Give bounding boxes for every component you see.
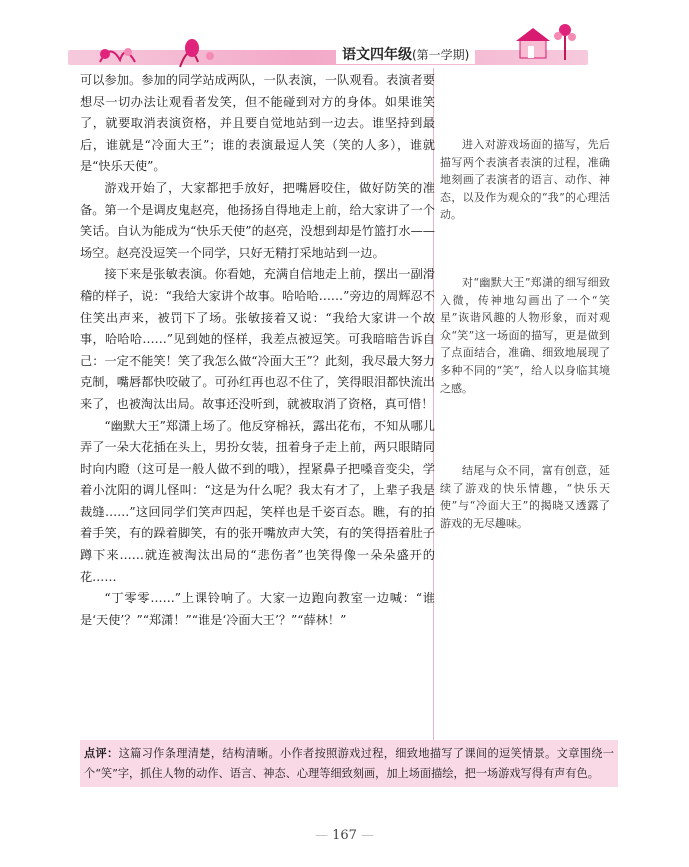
side-note-text: 结尾与众不同，富有创意，延续了游戏的快乐情趣，“快乐天使”与“冷面大王”的揭晓又透露了游戏的无尽趣味。 (440, 464, 610, 530)
side-note (440, 274, 610, 397)
side-note-text: 进入对游戏场面的描写，先后描写两个表演者表演的过程，准确地刻画了表演者的语言、动作、神态，以及作为观众的“我”的心理活动。 (440, 138, 610, 222)
side-note (440, 462, 610, 532)
side-note (440, 136, 610, 224)
flower-decoration-icon (80, 32, 230, 72)
comment-label: 点评： (84, 746, 119, 760)
page-number: — 167 — (314, 828, 375, 843)
house-decoration-icon (500, 20, 590, 65)
paragraph: 接下来是张敏表演。你看她，充满自信地走上前，摆出一副滑稽的样子，说：“我给大家讲个故事。哈哈哈……”旁边的周辉忍不住笑出声来，被罚下了场。张敏接着又说：“我给大家讲一个故事，哈哈哈……”见到她的怪样，我差点被逗笑。可我暗暗告诉自己：一定不能笑！笑了我怎么做“冷面大王”？此刻，我尽最大努力克制，嘴唇都快咬破了。可孙红再也忍不住了，笑得眼泪都快流出来了，也被淘汰出局。故事还没听到，就被取消了资格，真可惜！ (80, 267, 435, 411)
page-number-value: 167 (332, 828, 357, 843)
paragraph: “幽默大王”郑潇上场了。他反穿棉袄，露出花布，不知从哪儿弄了一朵大花插在头上，男扮女装，扭着身子走上前，两只眼睛同时向内瞪（这可是一般人做不到的哦），捏紧鼻子把嗓音变尖，学着小沈阳的调儿怪叫：“这是为什么呢？我太有才了，上辈子我是裁缝……”这回同学们笑声四起，笑样也是千姿百态。瞧，有的拍着手笑，有的跺着脚笑，有的张开嘴放声大笑，有的笑得捂着肚子蹲下来……就连被淘汰出局的“悲伤者”也笑得像一朵朵盛开的花…… (80, 418, 435, 584)
essay-body (80, 70, 435, 631)
book-title: 语文四年级 (342, 47, 412, 63)
paragraph: 游戏开始了，大家都把手放好，把嘴唇咬住，做好防笑的准备。第一个是调皮鬼赵亮，他扬扬自得地走上前，给大家讲了一个笑话。自认为能成为“快乐天使”的赵亮，没想到却是竹篮打水——场空。赵亮没逗笑一个同学，只好无精打采地站到一边。 (80, 180, 435, 260)
comment-text: 这篇习作条理清楚，结构清晰。小作者按照游戏过程，细致地描写了课间的逗笑情景。文章围绕一个“笑”字，抓住人物的动作、语言、神态、心理等细致刻画，加上场面描绘，把一场游戏写得有声有色。 (84, 747, 614, 780)
comment-box (80, 740, 618, 787)
paragraph: 可以参加。参加的同学站成两队，一队表演，一队观看。表演者要想尽一切办法让观看者发笑，但不能碰到对方的身体。如果谁笑了，就要取消表演资格，并且要自觉地站到一边去。谁坚持到最后，谁就是“冷面大王”；谁的表演最逗人笑（笑的人多），谁就是“快乐天使”。 (80, 73, 435, 174)
paragraph: “丁零零……”上课铃响了。大家一边跑向教室一边喊：“谁是‘天使’？”“郑潇！”“谁是‘冷面大王’？”“薛林！” (80, 591, 435, 627)
side-note-text: 对“幽默大王”郑潇的细写细致入微，传神地勾画出了一个“笑星”诙谐风趣的人物形象，而对观众“笑”这一场面的描写，更是做到了点面结合，准确、细致地展现了多种不同的“笑”，给人以身临其境之感。 (440, 276, 610, 395)
book-subtitle: (第一学期) (412, 48, 470, 62)
header-title (336, 44, 475, 64)
